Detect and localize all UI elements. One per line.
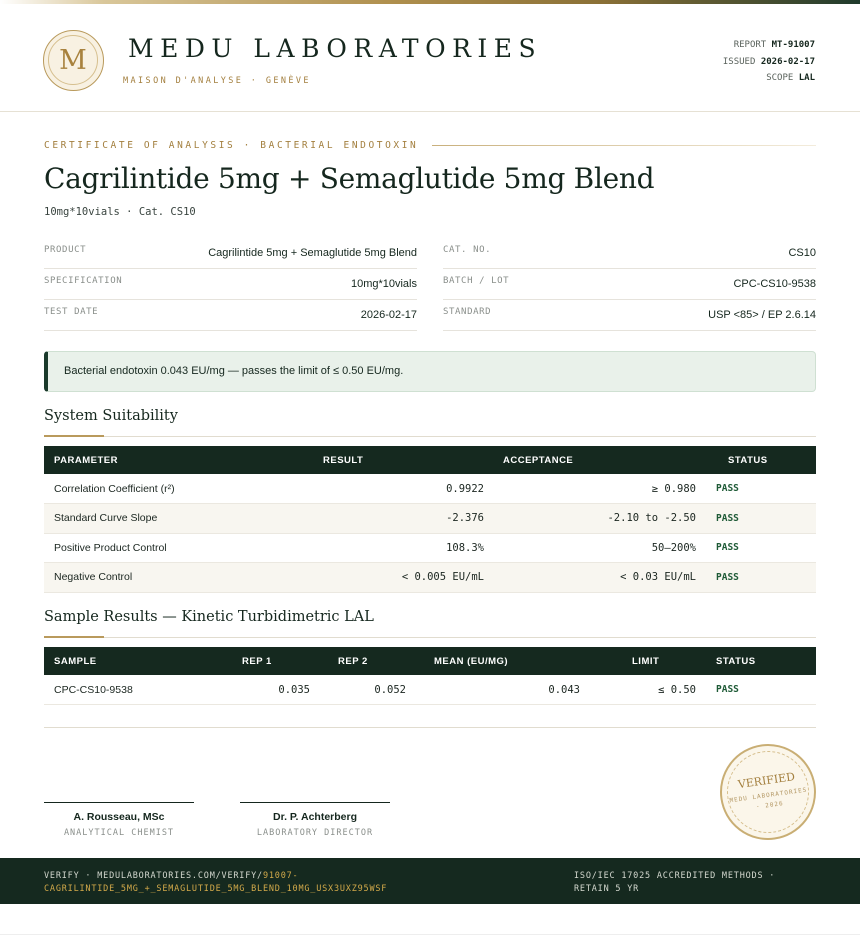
status-badge: PASS: [706, 533, 816, 563]
parameter-cell: Negative Control: [44, 563, 314, 593]
sample-id-cell: CPC-CS10-9538: [44, 675, 224, 705]
product-subtitle: 10mg*10vials · Cat. CS10: [44, 206, 196, 218]
table-header-row: [44, 446, 816, 474]
column-header: STATUS: [716, 655, 756, 667]
meta-report: REPORT MT-91007: [733, 40, 815, 50]
column-header: REP 2: [338, 655, 368, 667]
lab-brand-tagline: MAISON D'ANALYSE · GENÈVE: [123, 76, 311, 86]
info-label: BATCH / LOT: [443, 276, 510, 286]
info-value: Cagrilintide 5mg + Semaglutide 5mg Blend: [208, 247, 417, 259]
report-number: MT-91007: [771, 40, 815, 50]
info-row-test-date: [44, 300, 417, 331]
column-header: STATUS: [728, 454, 768, 466]
rep2-cell: 0.052: [320, 675, 416, 705]
verified-stamp: [714, 738, 822, 846]
section-divider: [44, 637, 816, 638]
parameter-cell: Standard Curve Slope: [44, 504, 314, 534]
signatory-name: A. Rousseau, MSc: [73, 811, 165, 823]
result-summary-callout: [44, 351, 816, 392]
status-badge: PASS: [706, 474, 816, 504]
signatory-name: Dr. P. Achterberg: [272, 811, 358, 823]
status-badge: PASS: [706, 563, 816, 593]
info-label: PRODUCT: [44, 245, 87, 255]
section-divider: [44, 436, 816, 437]
accreditation-note: ISO/IEC 17025 ACCREDITED METHODS · RETAIN 5 YR: [574, 871, 776, 894]
info-value: CPC-CS10-9538: [733, 278, 816, 290]
info-value: USP <85> / EP 2.6.14: [708, 309, 816, 321]
column-header: MEAN (EU/MG): [434, 655, 509, 667]
status-badge: PASS: [706, 675, 816, 705]
lab-brand-name: MEDU LABORATORIES: [128, 34, 543, 63]
mean-cell: 0.043: [416, 675, 590, 705]
page-bottom-margin: [0, 904, 860, 935]
verify-code: 91007-CAGRILINTIDE_5MG_+_SEMAGLUTIDE_5MG_BLEND_10MG_USX3UXZ95WSF: [44, 871, 388, 894]
column-header: ACCEPTANCE: [503, 454, 574, 466]
section-accent: [44, 435, 104, 437]
issued-date: 2026-02-17: [760, 56, 815, 67]
sample-results-table: [44, 647, 816, 705]
report-meta: [723, 37, 815, 87]
table-row: [44, 563, 816, 593]
acceptance-cell: ≥ 0.980: [494, 474, 706, 504]
signatory-role: LABORATORY DIRECTOR: [256, 828, 374, 838]
signature-line: [44, 802, 194, 803]
logo-monogram: M: [48, 35, 98, 85]
section-title-suitability: System Suitability: [44, 408, 178, 424]
section-title-samples: Sample Results — Kinetic Turbidimetric LAL: [44, 609, 374, 625]
acceptance-cell: < 0.03 EU/mL: [494, 563, 706, 593]
info-value: 2026-02-17: [360, 309, 417, 321]
certificate-eyebrow: [44, 138, 816, 152]
info-label: STANDARD: [443, 307, 492, 317]
parameter-cell: Correlation Coefficient (r²): [44, 474, 314, 504]
suitability-table: [44, 446, 816, 593]
info-row-standard: [443, 300, 816, 331]
table-row: [44, 533, 816, 563]
column-header: REP 1: [242, 655, 272, 667]
table-header-row: [44, 647, 816, 675]
report-header: [0, 4, 860, 112]
signatory-role: ANALYTICAL CHEMIST: [63, 828, 175, 838]
column-header: RESULT: [323, 454, 364, 466]
table-row: [44, 504, 816, 534]
signature-block-director: [240, 802, 390, 838]
column-header: LIMIT: [632, 655, 660, 667]
signature-divider: [44, 727, 816, 728]
parameter-cell: Positive Product Control: [44, 533, 314, 563]
result-cell: < 0.005 EU/mL: [314, 563, 494, 593]
signature-block-chemist: [44, 802, 194, 838]
column-header: SAMPLE: [54, 655, 97, 667]
certificate-type: CERTIFICATE OF ANALYSIS · BACTERIAL ENDOTOXIN: [44, 139, 419, 151]
info-column-left: [44, 238, 417, 331]
eyebrow-divider: [432, 145, 816, 146]
lab-logo-seal: [43, 30, 104, 91]
signature-line: [240, 802, 390, 803]
result-cell: 0.9922: [314, 474, 494, 504]
info-value: 10mg*10vials: [350, 278, 417, 290]
acceptance-cell: 50–200%: [494, 533, 706, 563]
status-badge: PASS: [706, 504, 816, 534]
stamp-word: VERIFIED: [737, 770, 796, 792]
table-row: [44, 675, 816, 705]
column-header: PARAMETER: [54, 454, 118, 466]
verify-prefix: VERIFY · MEDULABORATORIES.COM/VERIFY/: [44, 871, 263, 881]
meta-scope: SCOPE LAL: [766, 73, 815, 83]
result-summary-text: Bacterial endotoxin 0.043 EU/mg — passes the limit of ≤ 0.50 EU/mg.: [64, 365, 404, 377]
scope-value: LAL: [798, 73, 815, 83]
info-row-product: [44, 238, 417, 269]
limit-cell: ≤ 0.50: [590, 675, 706, 705]
info-column-right: [443, 238, 816, 331]
report-footer: [0, 858, 860, 904]
table-row: [44, 474, 816, 504]
result-cell: -2.376: [314, 504, 494, 534]
stamp-subtext: MEDU LABORATORIES · 2026: [729, 786, 808, 811]
rep1-cell: 0.035: [224, 675, 320, 705]
info-row-cat-no: [443, 238, 816, 269]
info-value: CS10: [788, 247, 816, 259]
product-title: Cagrilintide 5mg + Semaglutide 5mg Blend: [44, 162, 655, 195]
acceptance-cell: -2.10 to -2.50: [494, 504, 706, 534]
section-accent: [44, 636, 104, 638]
info-row-batch: [443, 269, 816, 300]
info-row-specification: [44, 269, 417, 300]
result-cell: 108.3%: [314, 533, 494, 563]
info-label: SPECIFICATION: [44, 276, 123, 286]
meta-issued: ISSUED 2026-02-17: [722, 56, 815, 67]
info-label: CAT. NO.: [443, 245, 492, 255]
info-label: TEST DATE: [44, 307, 99, 317]
verify-link[interactable]: [44, 870, 444, 895]
